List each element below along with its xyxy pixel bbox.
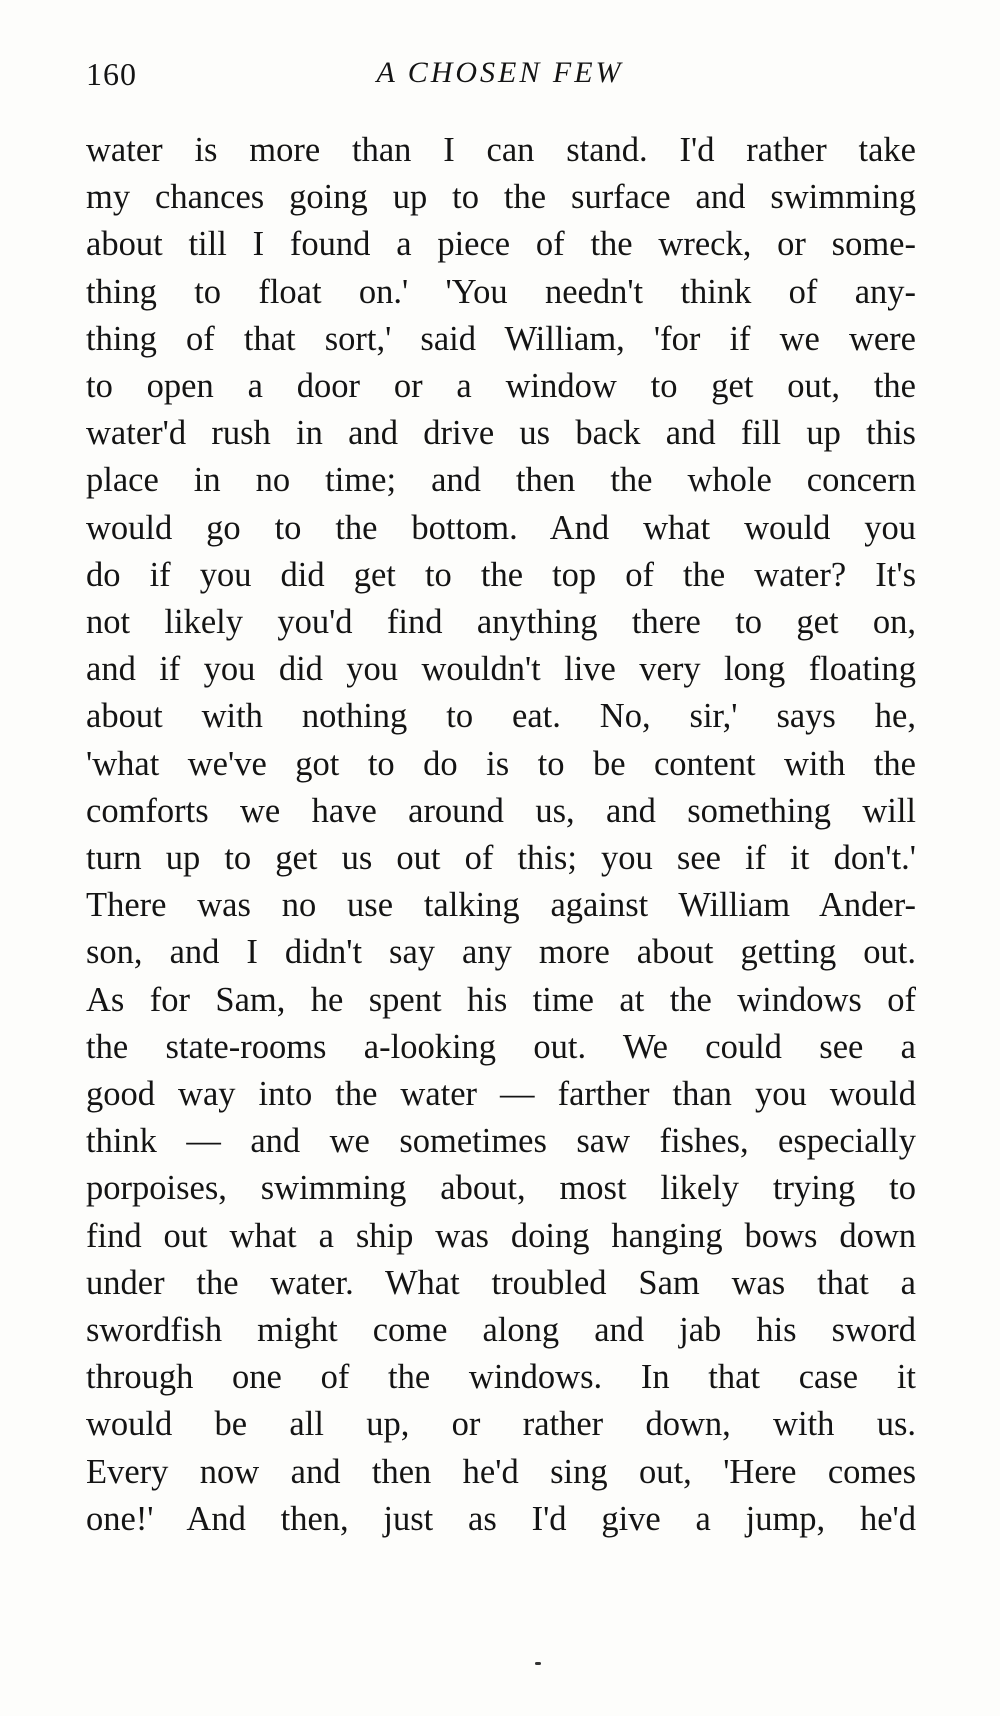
text-line: through one of the windows. In that case it — [86, 1358, 916, 1397]
text-line: think — and we sometimes saw fishes, especially — [86, 1122, 916, 1161]
text-line: good way into the water — farther than you would — [86, 1075, 916, 1114]
signature-mark — [535, 1662, 541, 1665]
text-line: would go to the bottom. And what would you — [86, 508, 916, 547]
text-line: do if you did get to the top of the water? It's — [86, 555, 916, 594]
text-line: comforts we have around us, and something will — [86, 791, 916, 830]
text-line: There was no use talking against William Ander- — [86, 886, 916, 925]
text-line: one!' And then, just as I'd give a jump, he'd — [86, 1499, 916, 1538]
text-line: son, and I didn't say any more about getting out. — [86, 933, 916, 972]
text-line: find out what a ship was doing hanging bows down — [86, 1216, 916, 1255]
text-line: 'what we've got to do is to be content with the — [86, 744, 916, 783]
text-line: turn up to get us out of this; you see if it don't.' — [86, 839, 916, 878]
body-text — [86, 127, 916, 1543]
text-line: place in no time; and then the whole concern — [86, 461, 916, 500]
text-line: not likely you'd find anything there to get on, — [86, 603, 916, 642]
text-line: water'd rush in and drive us back and fill up this — [86, 414, 916, 453]
text-line: about till I found a piece of the wreck, or some- — [86, 225, 916, 264]
running-title: A CHOSEN FEW — [376, 56, 624, 89]
text-line: As for Sam, he spent his time at the windows of — [86, 980, 916, 1019]
text-line: my chances going up to the surface and swimming — [86, 178, 916, 217]
text-line: swordfish might come along and jab his sword — [86, 1311, 916, 1350]
text-line: would be all up, or rather down, with us. — [86, 1405, 916, 1444]
text-line: water is more than I can stand. I'd rather take — [86, 131, 916, 169]
text-line: and if you did you wouldn't live very long floating — [86, 650, 916, 689]
text-line: the state-rooms a-looking out. We could see a — [86, 1027, 916, 1066]
text-line: thing of that sort,' said William, 'for if we were — [86, 319, 916, 358]
page-number: 160 — [86, 56, 137, 92]
text-line: porpoises, swimming about, most likely trying to — [86, 1169, 916, 1208]
text-line: about with nothing to eat. No, sir,' says he, — [86, 697, 916, 736]
text-line: under the water. What troubled Sam was that a — [86, 1263, 916, 1302]
text-line: to open a door or a window to get out, the — [86, 367, 916, 406]
text-line: Every now and then he'd sing out, 'Here comes — [86, 1452, 916, 1491]
text-line: thing to float on.' 'You needn't think of any- — [86, 272, 916, 311]
